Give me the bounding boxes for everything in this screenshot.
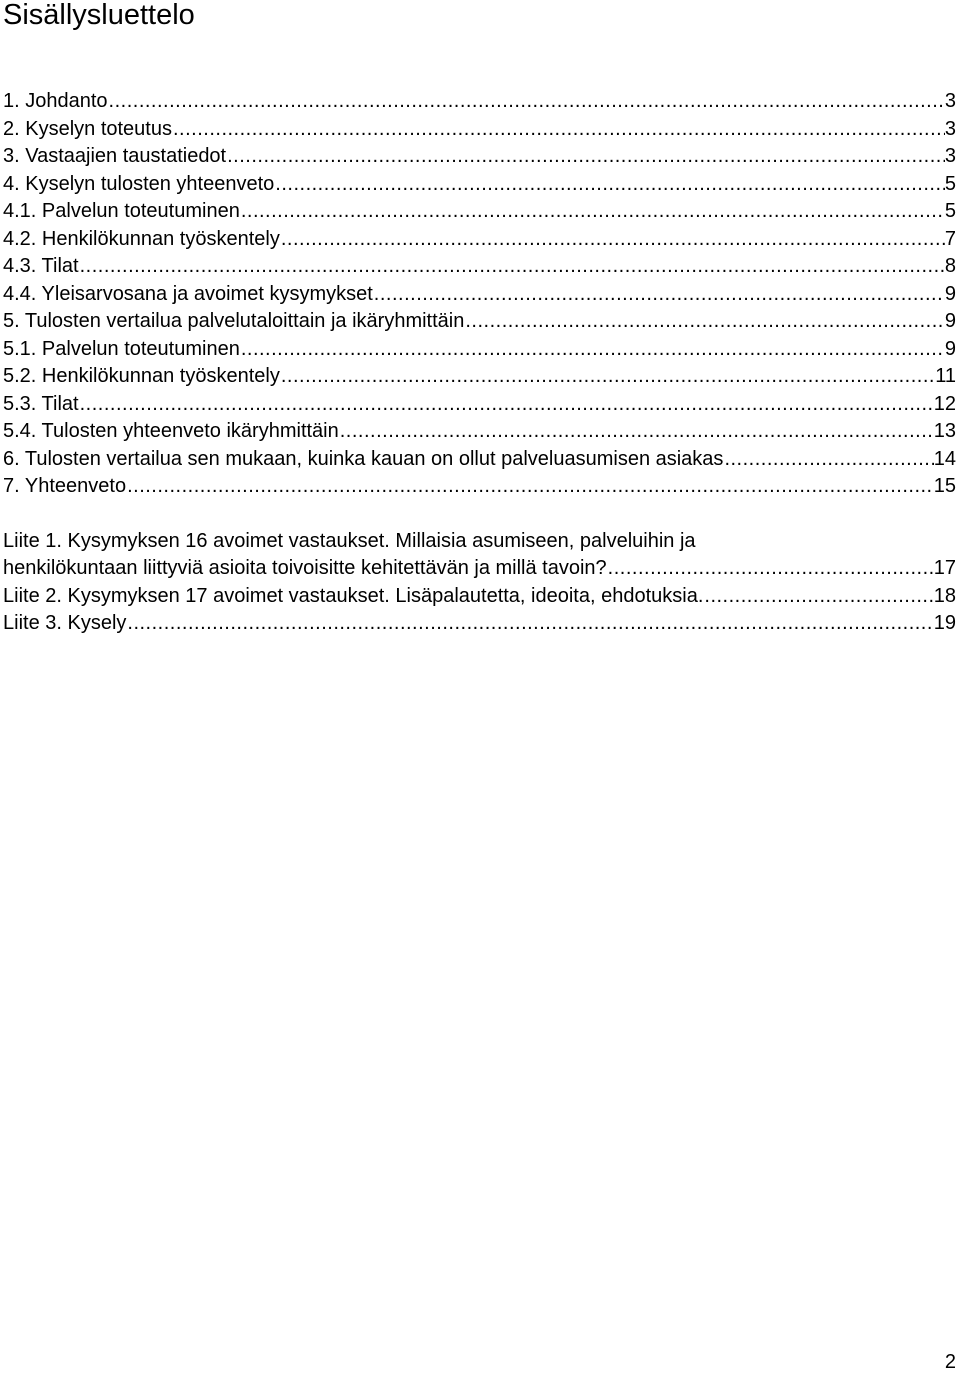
toc-entry-page: 11 bbox=[935, 365, 956, 387]
toc-dot-leader bbox=[126, 610, 933, 638]
toc-entry[interactable] bbox=[3, 226, 956, 254]
toc-entry[interactable] bbox=[3, 143, 956, 171]
toc-entry[interactable] bbox=[3, 446, 956, 474]
toc-entry[interactable] bbox=[3, 253, 956, 281]
toc-dot-leader bbox=[703, 583, 933, 611]
toc-dot-leader bbox=[126, 473, 934, 501]
toc-main-list bbox=[3, 88, 956, 501]
toc-entry[interactable] bbox=[3, 610, 956, 638]
toc-entry-page: 3 bbox=[944, 117, 956, 140]
toc-entry-page: 5 bbox=[944, 172, 956, 195]
toc-entry-page: 3 bbox=[944, 90, 956, 112]
toc-dot-leader bbox=[108, 88, 945, 116]
toc-entry-page: 12 bbox=[933, 392, 956, 415]
toc-entry-title: 3. Vastaajien taustatiedot bbox=[3, 145, 227, 167]
toc-entry-page: 17 bbox=[933, 557, 956, 579]
toc-entry[interactable] bbox=[3, 171, 956, 199]
toc-entry-page: 5 bbox=[944, 200, 956, 222]
toc-dot-leader bbox=[240, 198, 945, 226]
toc-entry-page: 3 bbox=[944, 145, 956, 167]
toc-dot-leader bbox=[274, 171, 945, 199]
toc-dot-leader bbox=[339, 418, 934, 446]
toc-entry-title: 4.1. Palvelun toteutuminen bbox=[3, 200, 240, 222]
toc-entry-title-line: Liite 1. Kysymyksen 16 avoimet vastaukset. Millaisia asumiseen, palveluihin ja bbox=[3, 529, 696, 552]
toc-dot-leader bbox=[240, 336, 945, 364]
page-title: Sisällysluettelo bbox=[3, 0, 195, 31]
toc-entry-title: 5.2. Henkilökunnan työskentely bbox=[3, 365, 280, 387]
toc-entry-title: 4.2. Henkilökunnan työskentely bbox=[3, 227, 280, 250]
toc-entry-title: Liite 3. Kysely bbox=[3, 612, 127, 634]
toc-entry-page: 13 bbox=[933, 420, 956, 442]
toc-entry-page: 18 bbox=[933, 584, 956, 607]
toc-entry-title: 2. Kyselyn toteutus bbox=[3, 117, 172, 140]
toc-entry-title: 6. Tulosten vertailua sen mukaan, kuinka kauan on ollut palveluasumisen asiakas bbox=[3, 447, 724, 470]
toc-dot-leader bbox=[172, 116, 945, 144]
toc-entry[interactable] bbox=[3, 88, 956, 116]
toc-entry[interactable] bbox=[3, 555, 956, 583]
toc-entry-page: 9 bbox=[944, 337, 956, 360]
toc-entry-title: 7. Yhteenveto bbox=[3, 475, 127, 497]
toc-entry-page: 9 bbox=[944, 310, 956, 332]
toc-entry-title: Liite 2. Kysymyksen 17 avoimet vastaukset. Lisäpalautetta, ideoita, ehdotuksia. bbox=[3, 584, 704, 607]
toc-entry[interactable] bbox=[3, 116, 956, 144]
toc-entry-page: 9 bbox=[944, 282, 956, 305]
toc-entry[interactable] bbox=[3, 391, 956, 419]
toc-entry-title: 5.4. Tulosten yhteenveto ikäryhmittäin bbox=[3, 420, 339, 442]
page-number: 2 bbox=[944, 1351, 956, 1373]
toc-dot-leader bbox=[464, 308, 945, 336]
toc-appendix-list bbox=[3, 528, 956, 638]
toc-entry-page: 14 bbox=[933, 447, 956, 470]
toc-entry[interactable] bbox=[3, 583, 956, 611]
toc-entry-page: 8 bbox=[944, 255, 956, 277]
toc-dot-leader bbox=[280, 363, 935, 391]
toc-entry[interactable] bbox=[3, 198, 956, 226]
toc-dot-leader bbox=[226, 143, 945, 171]
toc-entry[interactable] bbox=[3, 473, 956, 501]
toc-entry[interactable] bbox=[3, 308, 956, 336]
toc-dot-leader bbox=[607, 555, 934, 583]
toc-entry-page: 7 bbox=[944, 227, 956, 250]
toc-entry-title: 1. Johdanto bbox=[3, 90, 108, 112]
toc-entry-title: 5.3. Tilat bbox=[3, 392, 79, 415]
toc-entry-title: henkilökuntaan liittyviä asioita toivoisitte kehitettävän ja millä tavoin? bbox=[3, 557, 607, 579]
toc-entry-title: 4. Kyselyn tulosten yhteenveto bbox=[3, 172, 275, 195]
toc-dot-leader bbox=[373, 281, 945, 309]
toc-entry[interactable] bbox=[3, 418, 956, 446]
toc-entry-title: 4.4. Yleisarvosana ja avoimet kysymykset bbox=[3, 282, 373, 305]
toc-entry-title: 5. Tulosten vertailua palvelutaloittain ja ikäryhmittäin bbox=[3, 310, 465, 332]
table-of-contents bbox=[3, 88, 956, 638]
toc-dot-leader bbox=[280, 226, 945, 254]
toc-entry-title: 4.3. Tilat bbox=[3, 255, 79, 277]
toc-entry[interactable] bbox=[3, 363, 956, 391]
toc-dot-leader bbox=[79, 391, 934, 419]
toc-entry-page: 19 bbox=[933, 612, 956, 634]
toc-entry-page: 15 bbox=[933, 475, 956, 497]
toc-entry[interactable] bbox=[3, 281, 956, 309]
toc-entry-title: 5.1. Palvelun toteutuminen bbox=[3, 337, 240, 360]
toc-entry[interactable] bbox=[3, 336, 956, 364]
toc-dot-leader bbox=[723, 446, 933, 474]
toc-dot-leader bbox=[79, 253, 945, 281]
